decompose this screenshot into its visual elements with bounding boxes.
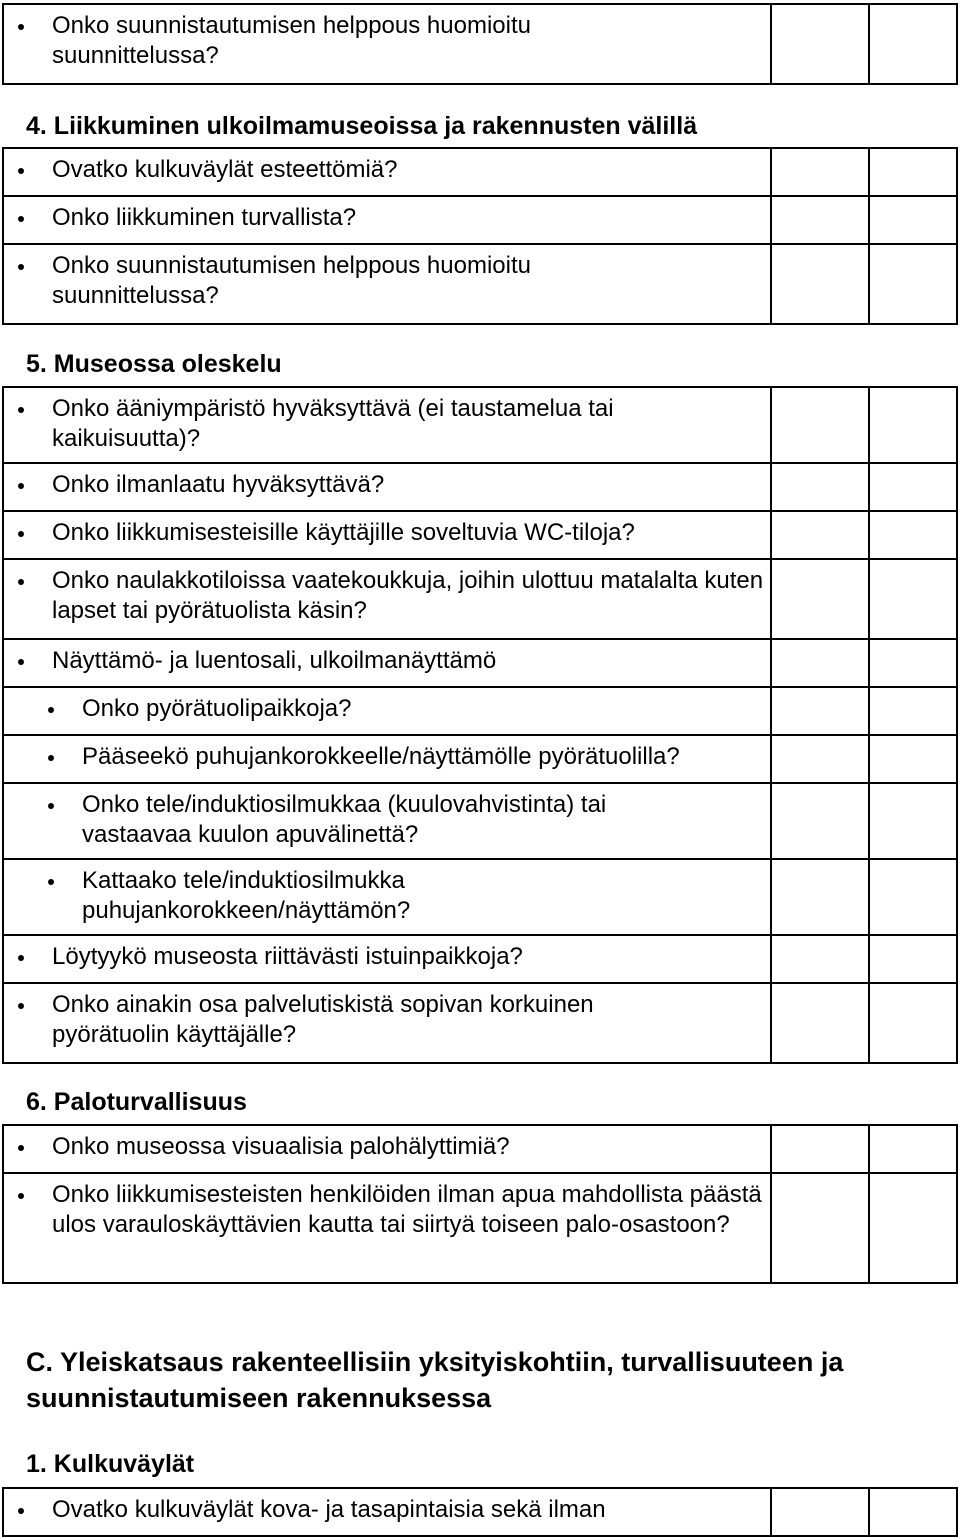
question-text: Onko tele/induktiosilmukkaa (kuulovahvistinta) tai vastaavaa kuulon apuvälinettä? (82, 791, 607, 848)
sub-question-item (4, 784, 770, 856)
bullet-icon (18, 579, 24, 585)
bullet-icon (18, 955, 24, 961)
answer-cell-no[interactable] (869, 639, 957, 687)
table-row (3, 1125, 957, 1173)
bullet-icon (48, 707, 54, 713)
answer-cell-no[interactable] (869, 196, 957, 244)
table-row (3, 559, 957, 639)
answer-cell-yes[interactable] (771, 639, 869, 687)
answer-cell-yes[interactable] (771, 387, 869, 463)
question-text: Onko ääniympäristö hyväksyttävä (ei taustamelua tai kaikuisuutta)? (52, 395, 614, 452)
bullet-icon (18, 24, 24, 30)
checklist-table-sectionC (2, 1487, 958, 1537)
question-item (4, 245, 770, 317)
question-item (4, 149, 770, 191)
question-text: Ovatko kulkuväylät kova- ja tasapintaisia sekä ilman (52, 1496, 606, 1523)
table-row (3, 735, 957, 783)
question-item (4, 640, 770, 682)
question-item (4, 197, 770, 239)
checklist-table-section6 (2, 1124, 958, 1284)
question-item (4, 936, 770, 978)
question-item (4, 1126, 770, 1168)
answer-cell-no[interactable] (869, 559, 957, 639)
answer-cell-no[interactable] (869, 511, 957, 559)
bullet-icon (18, 264, 24, 270)
table-row (3, 511, 957, 559)
section-heading: 1. Kulkuväylät (26, 1450, 195, 1478)
chapter-heading: C. Yleiskatsaus rakenteellisiin yksityiskohtiin, turvallisuuteen ja suunnistautumiseen rakennuksessa (26, 1347, 844, 1413)
table-row (3, 244, 957, 324)
sub-question-item (4, 736, 770, 778)
table-row (3, 859, 957, 935)
question-text: Löytyykö museosta riittävästi istuinpaikkoja? (52, 943, 523, 970)
table-row (3, 387, 957, 463)
table-row (3, 1488, 957, 1536)
answer-cell-yes[interactable] (771, 1488, 869, 1536)
answer-cell-no[interactable] (869, 387, 957, 463)
table-row (3, 1173, 957, 1283)
question-text: Onko museossa visuaalisia palohälyttimiä? (52, 1133, 510, 1160)
answer-cell-yes[interactable] (771, 687, 869, 735)
question-item (4, 1174, 770, 1246)
bullet-icon (18, 407, 24, 413)
answer-cell-no[interactable] (869, 4, 957, 84)
answer-cell-yes[interactable] (771, 1173, 869, 1283)
question-text: Onko naulakkotiloissa vaatekoukkuja, joihin ulottuu matalalta kuten lapset tai pyörätuolista käsin? (52, 567, 764, 624)
answer-cell-yes[interactable] (771, 196, 869, 244)
section-heading: 4. Liikkuminen ulkoilmamuseoissa ja rakennusten välillä (26, 112, 698, 140)
answer-cell-no[interactable] (869, 148, 957, 196)
answer-cell-yes[interactable] (771, 4, 869, 84)
answer-cell-yes[interactable] (771, 511, 869, 559)
bullet-icon (18, 483, 24, 489)
table-row (3, 935, 957, 983)
bullet-icon (18, 659, 24, 665)
answer-cell-no[interactable] (869, 463, 957, 511)
question-text: Onko liikkuminen turvallista? (52, 204, 357, 231)
bullet-icon (48, 879, 54, 885)
answer-cell-yes[interactable] (771, 783, 869, 859)
sub-question-item (4, 860, 770, 932)
answer-cell-no[interactable] (869, 244, 957, 324)
answer-cell-yes[interactable] (771, 935, 869, 983)
table-row (3, 148, 957, 196)
answer-cell-yes[interactable] (771, 559, 869, 639)
checklist-table-section5 (2, 386, 958, 1064)
question-text: Kattaako tele/induktiosilmukka puhujankorokkeen/näyttämön? (82, 867, 411, 924)
question-text: Onko suunnistautumisen helppous huomioitu suunnittelussa? (52, 12, 531, 69)
answer-cell-yes[interactable] (771, 463, 869, 511)
question-item (4, 984, 770, 1056)
bullet-icon (18, 531, 24, 537)
answer-cell-no[interactable] (869, 1125, 957, 1173)
answer-cell-no[interactable] (869, 935, 957, 983)
question-text: Ovatko kulkuväylät esteettömiä? (52, 156, 398, 183)
answer-cell-yes[interactable] (771, 735, 869, 783)
question-item (4, 388, 770, 460)
answer-cell-no[interactable] (869, 735, 957, 783)
bullet-icon (18, 1003, 24, 1009)
answer-cell-yes[interactable] (771, 148, 869, 196)
answer-cell-yes[interactable] (771, 244, 869, 324)
table-row (3, 463, 957, 511)
table-row (3, 983, 957, 1063)
section-heading: 6. Paloturvallisuus (26, 1088, 247, 1116)
table-row (3, 687, 957, 735)
answer-cell-no[interactable] (869, 859, 957, 935)
bullet-icon (18, 1508, 24, 1514)
bullet-icon (48, 803, 54, 809)
table-row (3, 639, 957, 687)
answer-cell-no[interactable] (869, 1173, 957, 1283)
question-text: Onko liikkumisesteisten henkilöiden ilman apua mahdollista päästä ulos varauloskäyttävien kautta tai siirtyä toiseen palo-osastoon? (52, 1181, 762, 1238)
question-text: Onko pyörätuolipaikkoja? (82, 695, 352, 722)
answer-cell-no[interactable] (869, 1488, 957, 1536)
sub-question-item (4, 688, 770, 730)
bullet-icon (18, 168, 24, 174)
answer-cell-no[interactable] (869, 687, 957, 735)
bullet-icon (48, 755, 54, 761)
checklist-table-top (2, 3, 958, 85)
answer-cell-yes[interactable] (771, 859, 869, 935)
answer-cell-yes[interactable] (771, 983, 869, 1063)
question-item (4, 512, 770, 554)
checklist-table-section4 (2, 147, 958, 325)
table-row (3, 196, 957, 244)
table-row (3, 783, 957, 859)
question-item (4, 464, 770, 506)
answer-cell-yes[interactable] (771, 1125, 869, 1173)
question-text: Onko ainakin osa palvelutiskistä sopivan korkuinen pyörätuolin käyttäjälle? (52, 991, 594, 1048)
question-text: Onko liikkumisesteisille käyttäjille soveltuvia WC-tiloja? (52, 519, 635, 546)
question-text: Pääseekö puhujankorokkeelle/näyttämölle pyörätuolilla? (82, 743, 680, 770)
question-item (4, 560, 770, 632)
question-text: Onko ilmanlaatu hyväksyttävä? (52, 471, 385, 498)
question-item (4, 1489, 770, 1531)
answer-cell-no[interactable] (869, 983, 957, 1063)
question-text: Onko suunnistautumisen helppous huomioitu suunnittelussa? (52, 252, 531, 309)
answer-cell-no[interactable] (869, 783, 957, 859)
question-item (4, 5, 770, 77)
table-row (3, 4, 957, 84)
bullet-icon (18, 1193, 24, 1199)
bullet-icon (18, 216, 24, 222)
section-heading: 5. Museossa oleskelu (26, 350, 282, 378)
question-text: Näyttämö- ja luentosali, ulkoilmanäyttämö (52, 647, 497, 674)
bullet-icon (18, 1145, 24, 1151)
